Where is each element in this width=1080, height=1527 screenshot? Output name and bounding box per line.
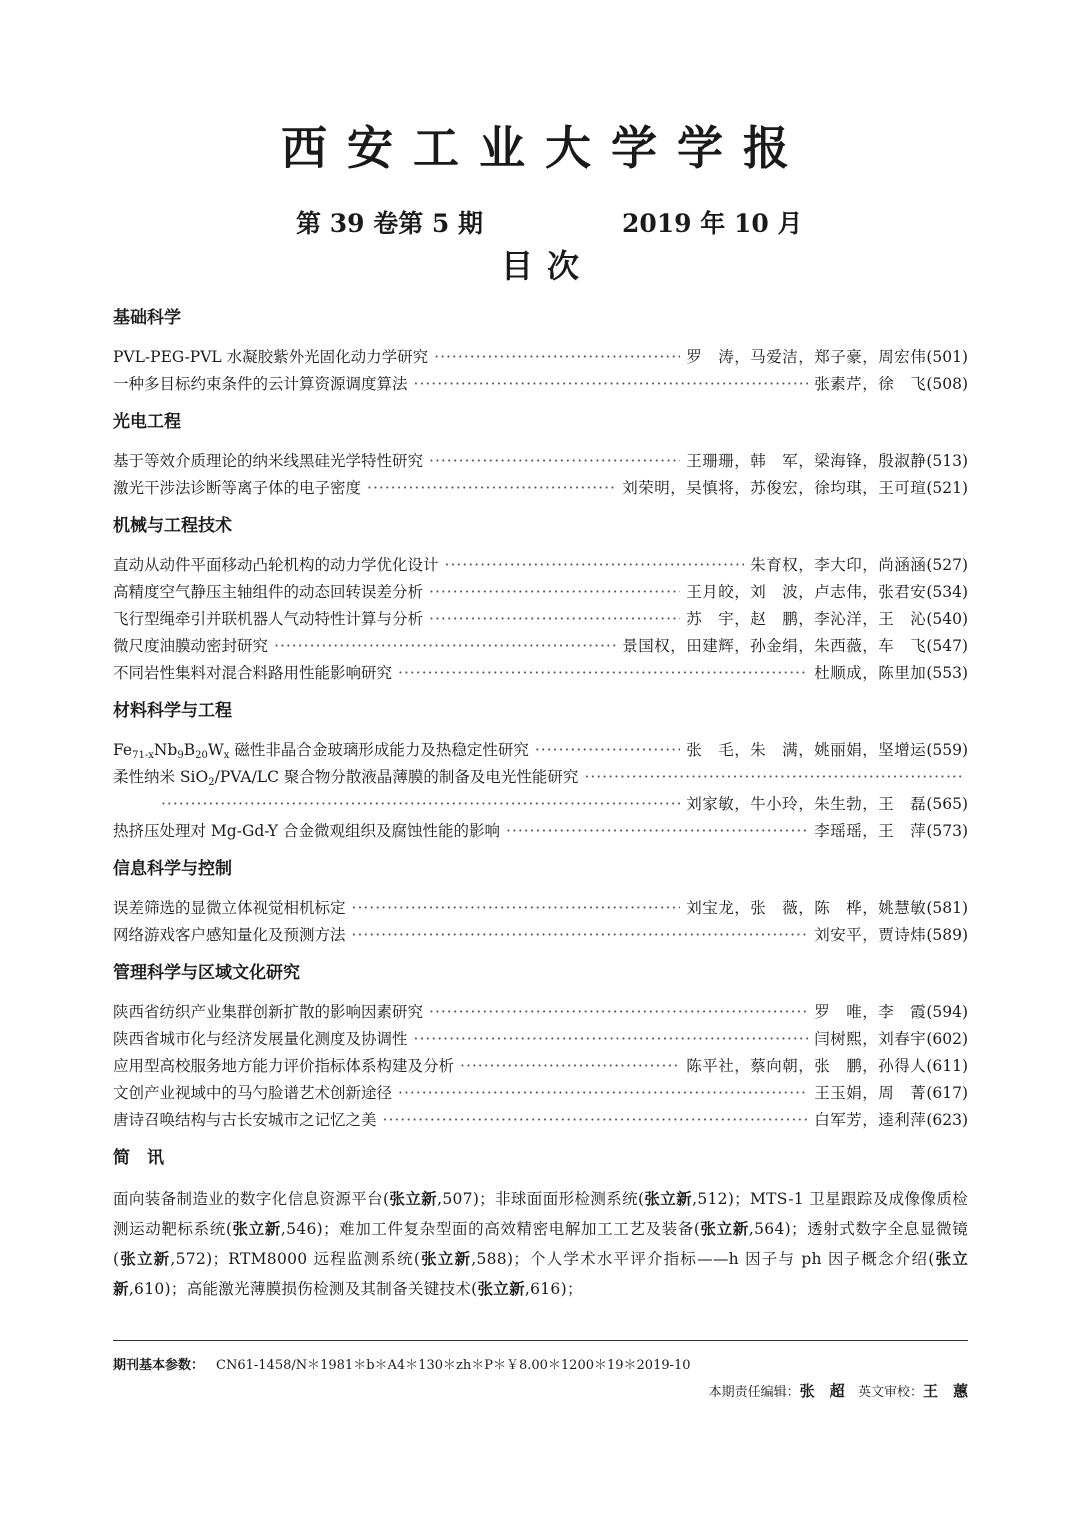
toc-entry[interactable] xyxy=(113,475,968,502)
entry-title: 激光干涉法诊断等离子体的电子密度 xyxy=(113,479,362,497)
toc-entry[interactable] xyxy=(113,1107,968,1134)
brief-item[interactable]: 难加工件复杂型面的高效精密电解加工工艺及装备(张立新,564)； xyxy=(338,1219,807,1238)
leader-dots xyxy=(414,1026,809,1053)
entry-page: (589) xyxy=(926,926,968,944)
entry-authors: 刘宝龙，张 薇，陈 桦，姚慧敏 xyxy=(686,899,927,917)
toc-entry[interactable] xyxy=(113,633,968,660)
journal-title: 西安工业大学学报 xyxy=(281,121,809,175)
brief-page: 616 xyxy=(530,1280,561,1298)
params-label: 期刊基本参数： xyxy=(113,1358,205,1373)
brief-page: 507 xyxy=(442,1190,473,1208)
entry-title: 热挤压处理对 Mg-Gd-Y 合金微观组织及腐蚀性能的影响 xyxy=(113,822,500,840)
entry-title: 基于等效介质理论的纳米线黑硅光学特性研究 xyxy=(113,452,424,470)
brief-text: MTS-1 卫星跟踪及成像像质检测运动靶标系统 xyxy=(113,1190,968,1238)
entry-authors: 朱育权，李大印，尚涵涵 xyxy=(750,556,927,574)
entry-title: 网络游戏客户感知量化及预测方法 xyxy=(113,926,346,944)
leader-dots xyxy=(414,371,809,398)
section-heading: 管理科学与区域文化研究 xyxy=(113,963,300,983)
brief-item[interactable]: 高能激光薄膜损伤检测及其制备关键技术(张立新,616)； xyxy=(186,1279,583,1298)
entry-page: (508) xyxy=(926,375,968,393)
leader-dots xyxy=(398,1080,808,1107)
entry-authors: 王月皎，刘 波，卢志伟，张君安 xyxy=(686,583,927,601)
brief-author: 张立新 xyxy=(113,1249,968,1298)
english-editor-name: 王 蕙 xyxy=(922,1382,968,1400)
entry-page: (521) xyxy=(926,479,968,497)
entry-page: (559) xyxy=(926,741,968,759)
section-heading: 机械与工程技术 xyxy=(113,516,232,536)
entry-authors: 刘安平，贾诗炜 xyxy=(814,926,927,944)
entry-page: (527) xyxy=(926,556,968,574)
brief-page: 572 xyxy=(175,1250,207,1268)
entry-authors: 陈平社，蔡向朝，张 鹏，孙得人 xyxy=(686,1057,927,1075)
entry-authors: 刘荣明，吴慎将，苏俊宏，徐均琪，王可瑄 xyxy=(622,479,927,497)
toc-entry[interactable] xyxy=(113,344,968,371)
leader-dots xyxy=(429,999,808,1026)
entry-title: 文创产业视域中的马勺脸谱艺术创新途径 xyxy=(113,1084,393,1102)
entry-title: 微尺度油膜动密封研究 xyxy=(113,637,269,655)
title-subscript: 9 xyxy=(177,750,184,761)
entry-title: 陕西省纺织产业集群创新扩散的影响因素研究 xyxy=(113,1003,424,1021)
toc-title: 目次 xyxy=(500,247,593,285)
entry-authors: 刘家敏，牛小玲，朱生勃，王 磊 xyxy=(686,795,927,813)
section-basic-science xyxy=(113,304,968,398)
brief-item[interactable]: RTM8000 远程监测系统(张立新,588)； xyxy=(228,1249,530,1268)
toc-entry[interactable] xyxy=(113,579,968,606)
section-heading: 信息科学与控制 xyxy=(113,859,232,879)
editors-line xyxy=(709,1380,968,1404)
chief-editor-label: 本期责任编辑： xyxy=(708,1385,800,1400)
entry-page: (565) xyxy=(926,795,968,813)
toc-entry[interactable] xyxy=(113,818,968,845)
brief-text: 透射式数字全息显微镜 xyxy=(806,1220,969,1238)
leader-dots xyxy=(367,475,616,502)
footer-divider xyxy=(113,1340,968,1341)
section-information xyxy=(113,855,968,949)
entry-page: (547) xyxy=(926,637,968,655)
issue-date: 2019 年 10 月 xyxy=(622,209,803,238)
title-part: B xyxy=(183,741,196,759)
title-part: 磁性非晶合金玻璃形成能力及热稳定性研究 xyxy=(229,741,529,759)
toc-entry-line2[interactable] xyxy=(113,791,968,818)
title-subscript: x xyxy=(223,750,230,761)
toc-entry[interactable] xyxy=(113,552,968,579)
entry-page: (594) xyxy=(926,1003,968,1021)
entry-page: (513) xyxy=(926,452,968,470)
leader-dots xyxy=(383,1107,809,1134)
leader-dots xyxy=(161,791,680,818)
entry-authors: 罗 唯，李 霞 xyxy=(814,1003,927,1021)
title-part: 柔性纳米 SiO xyxy=(113,768,209,786)
leader-dots xyxy=(429,606,680,633)
leader-dots xyxy=(434,344,680,371)
entry-page: (623) xyxy=(926,1111,968,1129)
title-part: W xyxy=(207,741,224,759)
leader-dots xyxy=(429,448,680,475)
entry-authors: 王珊珊，韩 军，梁海锋，殷淑静 xyxy=(686,452,927,470)
brief-author: 张立新 xyxy=(119,1249,171,1268)
brief-text: 非球面面形检测系统 xyxy=(494,1190,638,1208)
entry-title: 应用型高校服务地方能力评价指标体系构建及分析 xyxy=(113,1057,455,1075)
brief-author: 张立新 xyxy=(700,1219,749,1238)
brief-item[interactable]: 面向装备制造业的数字化信息资源平台(张立新,507)； xyxy=(113,1189,495,1208)
brief-page: 546 xyxy=(286,1220,317,1238)
title-part: /PVA/LC 聚合物分散液晶薄膜的制备及电光性能研究 xyxy=(214,768,579,786)
toc-content xyxy=(113,300,968,1304)
entry-authors: 景国权，田建辉，孙金绢，朱西薇，车 飞 xyxy=(622,637,927,655)
brief-text: 高能激光薄膜损伤检测及其制备关键技术 xyxy=(186,1280,472,1298)
section-brief xyxy=(113,1144,968,1304)
entry-title: 陕西省城市化与经济发展量化测度及协调性 xyxy=(113,1030,408,1048)
issue-volume: 第 39 卷第 5 期 xyxy=(296,209,483,238)
entry-page: (553) xyxy=(926,664,968,682)
toc-entry-line1[interactable] xyxy=(113,764,968,791)
chief-editor-name: 张 超 xyxy=(799,1382,845,1400)
brief-text: 面向装备制造业的数字化信息资源平台 xyxy=(113,1190,383,1208)
toc-entry[interactable] xyxy=(113,606,968,633)
toc-entry[interactable] xyxy=(113,371,968,398)
leader-dots xyxy=(460,1053,680,1080)
entry-authors: 李瑶瑶，王 萍 xyxy=(814,822,927,840)
leader-dots xyxy=(445,552,745,579)
section-heading: 基础科学 xyxy=(113,308,181,328)
section-optoelectronic xyxy=(113,408,968,502)
brief-text: 个人学术水平评介指标——h 因子与 ph 因子概念介绍 xyxy=(529,1250,929,1268)
leader-dots xyxy=(352,922,809,949)
entry-title: 高精度空气静压主轴组件的动态回转误差分析 xyxy=(113,583,424,601)
entry-page: (581) xyxy=(926,899,968,917)
title-subscript: 2 xyxy=(208,777,215,788)
leader-dots xyxy=(274,633,616,660)
leader-dots xyxy=(429,579,680,606)
brief-author: 张立新 xyxy=(232,1219,281,1238)
leader-dots xyxy=(352,895,681,922)
entry-authors: 张素芹，徐 飞 xyxy=(814,375,927,393)
toc-entry[interactable] xyxy=(113,922,968,949)
entry-page: (534) xyxy=(926,583,968,601)
brief-item[interactable]: 非球面面形检测系统(张立新,512)； xyxy=(494,1189,750,1208)
brief-author: 张立新 xyxy=(644,1189,693,1208)
section-heading: 材料科学与工程 xyxy=(113,701,232,721)
toc-entry[interactable] xyxy=(113,737,968,764)
brief-author: 张立新 xyxy=(389,1189,438,1208)
toc-entry[interactable] xyxy=(113,448,968,475)
title-part: Fe xyxy=(113,741,133,759)
entry-title: 飞行型绳牵引并联机器人气动特性计算与分析 xyxy=(113,610,424,628)
brief-item[interactable]: 透射式数字全息显微镜(张立新,572)； xyxy=(113,1220,969,1268)
leader-dots xyxy=(398,660,808,687)
title-part: Nb xyxy=(153,741,178,759)
section-management xyxy=(113,959,968,1134)
brief-page: 588 xyxy=(476,1250,507,1268)
entry-title: 一种多目标约束条件的云计算资源调度算法 xyxy=(113,375,408,393)
toc-entry[interactable] xyxy=(113,660,968,687)
toc-entry[interactable] xyxy=(113,1053,968,1080)
section-mechanical xyxy=(113,512,968,687)
entry-page: (501) xyxy=(926,348,968,366)
entry-title: 直动从动件平面移动凸轮机构的动力学优化设计 xyxy=(113,556,439,574)
brief-text: 难加工件复杂型面的高效精密电解加工工艺及装备 xyxy=(338,1220,694,1238)
entry-title: 唐诗召唤结构与古长安城市之记忆之美 xyxy=(113,1111,377,1129)
brief-page: 564 xyxy=(754,1220,785,1238)
toc-entry[interactable] xyxy=(113,1080,968,1107)
leader-dots xyxy=(535,737,680,764)
entry-authors: 罗 涛，马爱洁，郑子豪，周宏伟 xyxy=(686,348,927,366)
toc-entry[interactable] xyxy=(113,999,968,1026)
entry-authors: 杜顺成，陈里加 xyxy=(814,664,927,682)
entry-page: (573) xyxy=(926,822,968,840)
brief-author: 张立新 xyxy=(477,1279,525,1298)
title-subscript: 71-x xyxy=(132,750,154,761)
leader-dots xyxy=(584,764,962,791)
section-heading: 光电工程 xyxy=(113,412,181,432)
toc-entry[interactable] xyxy=(113,1026,968,1053)
brief-text: RTM8000 远程监测系统 xyxy=(228,1250,414,1268)
entry-authors: 苏 宇，赵 鹏，李沁洋，王 沁 xyxy=(686,610,927,628)
brief-page: 512 xyxy=(697,1190,728,1208)
toc-entry[interactable] xyxy=(113,895,968,922)
brief-author: 张立新 xyxy=(420,1249,472,1268)
entry-title: 不同岩性集料对混合料路用性能影响研究 xyxy=(113,664,393,682)
brief-item[interactable]: 个人学术水平评介指标——h 因子与 ph 因子概念介绍(张立新,610)； xyxy=(113,1249,968,1298)
leader-dots xyxy=(506,818,808,845)
entry-page: (617) xyxy=(926,1084,968,1102)
entry-title: PVL-PEG-PVL 水凝胶紫外光固化动力学研究 xyxy=(113,348,429,366)
title-subscript: 20 xyxy=(195,750,208,761)
entry-authors: 闫树熙，刘春宇 xyxy=(814,1030,927,1048)
section-heading: 简 讯 xyxy=(113,1148,164,1168)
section-materials xyxy=(113,697,968,845)
english-editor-label: 英文审校： xyxy=(857,1385,923,1400)
entry-authors: 王玉娟，周 菁 xyxy=(814,1084,927,1102)
issue-line xyxy=(0,204,1080,244)
brief-item[interactable]: MTS-1 卫星跟踪及成像像质检测运动靶标系统(张立新,546)； xyxy=(113,1190,968,1238)
entry-page: (540) xyxy=(926,610,968,628)
entry-title: 误差筛选的显微立体视觉相机标定 xyxy=(113,899,346,917)
journal-params xyxy=(113,1356,691,1376)
entry-page: (611) xyxy=(926,1057,968,1075)
params-value: CN61-1458/N＊1981＊b＊A4＊130＊zh＊P＊￥8.00＊1200＊19＊2019-10 xyxy=(216,1358,691,1373)
entry-authors: 白军芳，逵利萍 xyxy=(814,1111,927,1129)
entry-authors: 张 毛，朱 满，姚丽娟，坚增运 xyxy=(686,741,927,759)
entry-page: (602) xyxy=(926,1030,968,1048)
brief-paragraph xyxy=(113,1184,968,1304)
brief-page: 610 xyxy=(134,1280,165,1298)
